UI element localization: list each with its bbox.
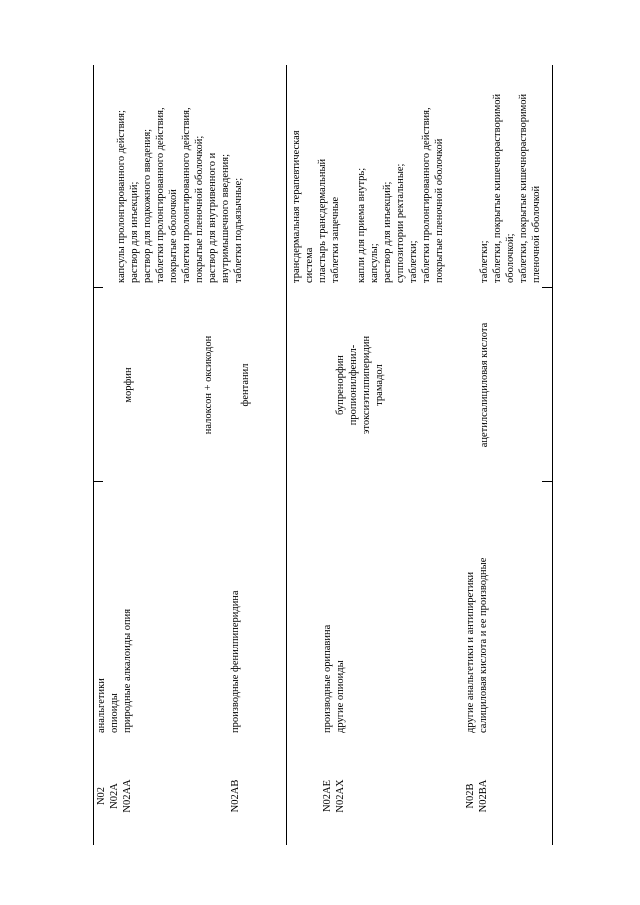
dosage-form: таблетки; — [479, 240, 490, 283]
group-name: опиоиды — [109, 693, 120, 733]
substance-name: ацетилсалициловая кислота — [479, 322, 490, 448]
dosage-form: трансдермальная терапевтическая — [291, 130, 302, 283]
column-tick — [93, 481, 103, 482]
dosage-form: таблетки пролонгированного действия, — [155, 107, 166, 283]
atc-code-cell — [464, 747, 490, 845]
substance-name: морфин — [123, 367, 134, 403]
atc-code: N02B — [465, 783, 476, 809]
group-name-cell — [464, 483, 490, 733]
dosage-forms-cell — [290, 68, 446, 283]
table-rule-bottom — [552, 65, 553, 845]
group-name: природные алкалоиды опия — [122, 608, 133, 733]
dosage-forms-cell — [478, 68, 543, 283]
group-name: салициловая кислота и ее производные — [478, 557, 489, 733]
dosage-form: таблетки, покрытые кишечнорастворимой — [518, 93, 529, 283]
dosage-form: капли для приема внутрь; — [356, 167, 367, 283]
dosage-form: таблетки, покрытые кишечнорастворимой — [492, 93, 503, 283]
dosage-form: раствор для внутривенного и — [207, 152, 218, 283]
group-name-cell — [229, 483, 242, 733]
atc-code: N02 — [96, 786, 107, 806]
dosage-form: покрытые оболочкой — [168, 189, 179, 283]
dosage-form: капсулы пролонгированного действия; — [116, 110, 127, 283]
atc-code: N02AE — [322, 779, 333, 813]
dosage-form: раствор для подкожного введения; — [142, 128, 153, 283]
group-name: производные орипавина — [322, 624, 333, 733]
substance-cell — [122, 290, 135, 480]
dosage-form: покрытые пленочной оболочкой; — [194, 135, 205, 283]
dosage-form: таблетки; — [408, 240, 419, 283]
dosage-form: раствор для инъекций; — [382, 181, 393, 283]
substance-name: налоксон + оксикодон — [203, 335, 214, 435]
substance-cell — [202, 290, 215, 480]
dosage-form: покрытые пленочной оболочкой — [434, 138, 445, 283]
dosage-form: капсулы; — [369, 243, 380, 283]
dosage-form — [342, 68, 355, 283]
dosage-form: оболочкой; — [505, 233, 516, 283]
dosage-form: система — [304, 247, 315, 283]
atc-code: N02BA — [478, 779, 489, 813]
atc-code: N02AA — [122, 779, 133, 813]
substance-name: трамадол — [374, 364, 385, 406]
substance-name: этоксиэтилпиперидин — [361, 335, 372, 435]
dosage-form: пленочной оболочкой — [531, 185, 542, 283]
table-rule-section — [286, 65, 287, 845]
dosage-form: раствор для инъекций; — [129, 181, 140, 283]
dosage-form: таблетки подъязычные; — [233, 177, 244, 283]
atc-code-cell — [229, 747, 242, 845]
dosage-form: таблетки пролонгированного действия, — [181, 107, 192, 283]
atc-code-cell — [321, 747, 347, 845]
column-tick — [93, 287, 103, 288]
substance-cell — [478, 290, 491, 480]
table-rule-top — [93, 65, 94, 845]
substance-cell — [239, 290, 252, 480]
column-tick — [542, 287, 552, 288]
dosage-form: таблетки защечные — [330, 196, 341, 283]
substance-cell — [334, 290, 386, 480]
rotated-table — [93, 65, 553, 845]
dosage-form: внутримышечного введения; — [220, 153, 231, 283]
dosage-form: таблетки пролонгированного действия, — [421, 107, 432, 283]
group-name: анальгетики — [96, 678, 107, 733]
atc-code: N02AB — [230, 779, 241, 813]
group-name-cell — [95, 483, 134, 733]
group-name: другие опиоиды — [335, 660, 346, 733]
atc-code-cell — [95, 747, 134, 845]
atc-code: N02A — [109, 783, 120, 809]
column-tick — [542, 481, 552, 482]
group-name: производные фенилпиперидина — [230, 590, 241, 733]
dosage-form: суппозитории ректальные; — [395, 163, 406, 283]
substance-name: фентанил — [240, 363, 251, 407]
dosage-form: пластырь трансдермальный — [317, 158, 328, 283]
atc-code: N02AX — [335, 779, 346, 813]
substance-name: пропионилфенил- — [348, 344, 359, 426]
substance-name: бупренорфин — [335, 355, 346, 415]
group-name: другие анальгетики и антипиретики — [465, 571, 476, 733]
group-name-cell — [321, 483, 347, 733]
dosage-forms-cell — [115, 68, 245, 283]
